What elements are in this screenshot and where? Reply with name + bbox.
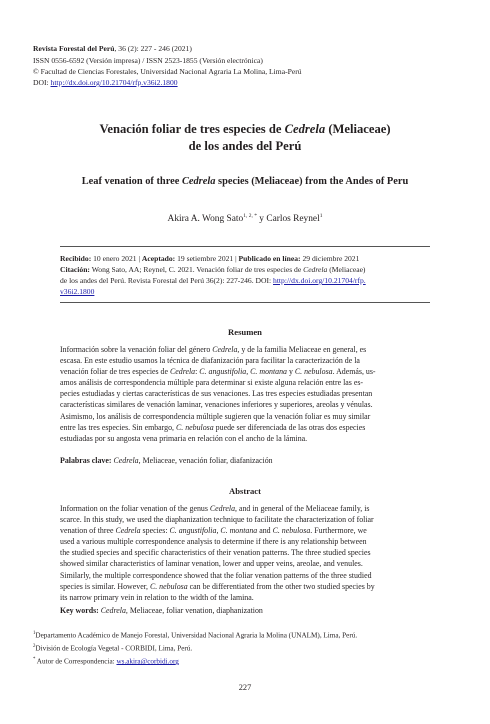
author-list: Akira A. Wong Sato$^{1, 2, *}$ y Carlos Reynel$^1$	[167, 213, 323, 225]
doi-line	[33, 78, 178, 88]
page-number: 227	[238, 683, 252, 692]
doi-link[interactable]: http://dx.doi.org/10.21704/rfp.v36i2.1800	[50, 78, 178, 87]
citation-line-2: de los andes del Perú. Revista Forestal del Perú 36(2): 227-246. DOI: http://dx.doi.org/10.21704/rfp.	[60, 276, 366, 285]
journal-citation-line	[33, 44, 192, 54]
abstract-body: Information on the foliar venation of the genus Cedrela, and in general of the Meliaceae family, is scarce. In this study, we used the diaphanization technique to facilitate the characterization of foliar venation of three Cedrela species: C. angustifolia, C. montana and C. nebulosa. Furthermore, we used a various multiple correspondence analysis to determine if there is any relationship between the studied species and specific characteristics of their venation patterns. The three studied species showed similar characteristics of laminar venation, lower and upper veins, areolae, and venules. Similarly, the multiple correspondence showed that the foliar venation patterns of the three studied species is similar. However, C. nebulosa can be differentiated from the other two studied species by its narrow primary vein in relation to the width of the lamina.	[60, 504, 375, 602]
top-divider	[60, 246, 430, 247]
issn-line: ISSN 0556-6592 (Versión impresa) / ISSN 2523-1855 (Versión electrónica)	[33, 56, 263, 65]
copyright-line: © Facultad de Ciencias Forestales, Universidad Nacional Agraria La Molina, Lima-Perú	[33, 67, 302, 76]
english-title: Leaf venation of three Cedrela species (Meliaceae) from the Andes of Peru	[81, 176, 409, 187]
bottom-divider	[60, 302, 430, 303]
author-2: Carlos Reynel	[266, 214, 320, 225]
journal-name: Revista Forestal del Perú	[33, 44, 115, 53]
palabras-clave: Palabras clave: Cedrela, Meliaceae, venación foliar, diafanización	[60, 456, 273, 465]
paper-title-line-2: de los andes del Perú	[188, 139, 302, 153]
citation-doi-link[interactable]: http://dx.doi.org/10.21704/rfp.	[273, 276, 366, 285]
footnote-2: $^2$División de Ecología Vegetal - CORBIDI, Lima, Perú.	[33, 644, 193, 653]
dates-line: Recibido: 10 enero 2021 | Aceptado: 19 setiembre 2021 | Publicado en línea: 29 diciembre 2021	[60, 254, 360, 263]
paper-title-line-1: Venación foliar de tres especies de Cedrela (Meliaceae)	[99, 122, 391, 136]
footnote-1: $^1$Departamento Académico de Manejo Forestal, Universidad Nacional Agraria la Molina (UNALM), Lima, Perú.	[33, 631, 358, 640]
citation-line-3	[60, 286, 430, 297]
citation-line-1: Citación: Wong Sato, AA; Reynel, C. 2021. Venación foliar de tres especies de Cedrela (Meliaceae)	[60, 265, 366, 274]
abstract-heading: Abstract	[229, 486, 261, 496]
doi-label: DOI:	[33, 78, 51, 87]
author-2-affiliation: 1	[319, 213, 323, 219]
correspondence-email-link[interactable]: ws.akira@corbidi.org	[116, 657, 179, 666]
journal-volume: , 36 (2): 227 - 246 (2021)	[114, 44, 192, 53]
author-1-affiliation: 1, 2, *	[243, 213, 257, 219]
author-1: Akira A. Wong Sato	[167, 214, 244, 225]
key-words: Key words: Cedrela, Meliaceae, foliar venation, diaphanization	[60, 606, 263, 615]
resumen-heading: Resumen	[228, 327, 262, 337]
resumen-body: Información sobre la venación foliar del género Cedrela, y de la familia Meliaceae en general, es escasa. En este estudio usamos la técnica de diafanización para facilitar la caracterización de la venación foliar de tres especies de Cedrela: C. angustifolia, C. montana y C. nebulosa. Además, us- amos análisis de correspondencia múltiple para determinar si existe alguna relación entre las es- pecies estudiadas y ciertas características de sus venaciones. Las tres especies estudiadas presentan características similares de venación laminar, venaciones inferiores y superiores, areolas y vénulas. Asimismo, los análisis de correspondencia múltiple sugieren que la venación foliar es muy similar entre las tres especies. Sin embargo, C. nebulosa puede ser diferenciada de las otras dos especies estudiadas por su angosta vena primaria en relación con el ancho de la lámina.	[60, 345, 376, 443]
paper-title	[40, 121, 450, 155]
citation-doi-link-cont[interactable]: v36i2.1800	[60, 287, 95, 296]
footnote-3: * Autor de Correspondencia: ws.akira@corbidi.org	[33, 657, 179, 666]
